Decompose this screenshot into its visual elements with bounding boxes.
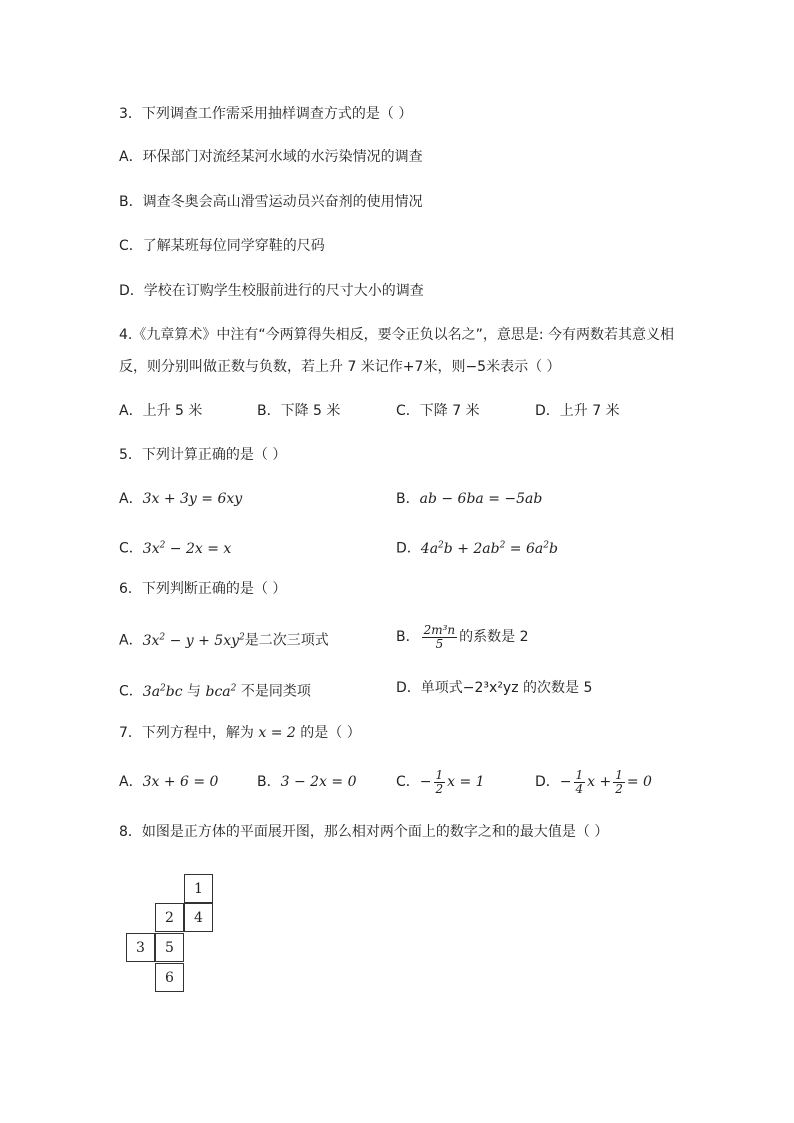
q6-b-numerator: 2m³n bbox=[423, 622, 456, 637]
q7-d-numerator-1: 1 bbox=[575, 767, 584, 782]
q4-option-c: C．下降 7 米 bbox=[396, 403, 480, 419]
q5-d-t2: b + 2ab bbox=[443, 540, 500, 557]
q5-d-label: D． bbox=[396, 540, 421, 557]
q8-stem: 8．如图是正方体的平面展开图，那么相对两个面上的数字之和的最大值是（ ） bbox=[119, 824, 609, 840]
q6-option-d: D．单项式−2³x²yz 的次数是 5 bbox=[396, 680, 593, 696]
q6-c-label: C． bbox=[119, 683, 143, 700]
q7-d-fraction-2 bbox=[613, 769, 625, 796]
q4-stem-line2: 反，则分别叫做正数与负数，若上升 7 米记作+7米，则−5米表示（ ） bbox=[119, 359, 561, 375]
q4-stem-line1: 4.《九章算术》中注有“今两算得失相反，要令正负以名之”，意思是: 今有两数若其意义相 bbox=[119, 327, 675, 343]
q6-c-e3: 2 bbox=[230, 683, 237, 693]
q5-option-b bbox=[396, 489, 542, 509]
q6-c-e1: 2 bbox=[160, 683, 166, 693]
q6-a-suffix: 是二次三项式 bbox=[244, 632, 329, 649]
q6-a-e2: 2 bbox=[239, 632, 245, 642]
q7-c-denominator: 2 bbox=[435, 781, 444, 796]
q3-option-a: A．环保部门对流经某河水域的水污染情况的调查 bbox=[119, 149, 423, 165]
q5-d-e2: 2 bbox=[499, 540, 506, 550]
q7-stem-post: 的是（ ） bbox=[295, 725, 361, 741]
cube-face-5: 5 bbox=[155, 933, 184, 962]
q7-d-pre: − bbox=[559, 774, 572, 790]
q6-c-t3: bca bbox=[205, 683, 231, 700]
q6-b-suffix: 的系数是 2 bbox=[459, 629, 529, 645]
cube-face-1: 1 bbox=[184, 874, 213, 903]
q7-d-denominator-2: 2 bbox=[615, 781, 623, 796]
q5-b-label: B． bbox=[396, 491, 420, 507]
q6-c-mid: 与 bbox=[182, 683, 206, 700]
q5-d-e3: 2 bbox=[543, 540, 549, 550]
q7-c-numerator: 1 bbox=[435, 767, 444, 782]
q7-option-a bbox=[119, 772, 218, 792]
q7-b-label: B． bbox=[257, 774, 281, 790]
q5-d-t1: 4a bbox=[420, 540, 439, 557]
q7-a-expr: 3x + 6 = 0 bbox=[142, 774, 219, 790]
q5-option-d bbox=[396, 535, 558, 559]
q7-d-fraction-1 bbox=[574, 769, 586, 796]
q6-c-t2: bc bbox=[165, 683, 183, 700]
q5-c-term1: 3x bbox=[142, 540, 160, 557]
q4-option-b: B．下降 5 米 bbox=[257, 403, 341, 419]
q6-a-t1: 3x bbox=[142, 632, 160, 649]
q5-option-a bbox=[119, 489, 242, 509]
q6-c-suffix: 不是同类项 bbox=[236, 683, 311, 700]
q7-stem-pre: 7．下列方程中，解为 bbox=[119, 725, 259, 741]
q5-a-expr: 3x + 3y = 6xy bbox=[142, 491, 243, 507]
q6-stem: 6．下列判断正确的是（ ） bbox=[119, 581, 287, 597]
q5-c-label: C． bbox=[119, 540, 143, 557]
q6-option-b bbox=[396, 620, 529, 654]
q6-a-e1: 2 bbox=[159, 632, 166, 642]
q7-option-d bbox=[535, 764, 652, 800]
q7-d-label: D． bbox=[535, 774, 560, 790]
q7-stem-math: x = 2 bbox=[258, 725, 296, 741]
q7-d-mid: x + bbox=[587, 774, 612, 790]
q7-c-pre: − bbox=[419, 774, 432, 790]
q7-stem bbox=[119, 723, 361, 743]
q4-option-a: A．上升 5 米 bbox=[119, 403, 203, 419]
q5-c-term2: − 2x = x bbox=[165, 540, 232, 557]
q7-d-post: = 0 bbox=[626, 774, 652, 790]
q7-d-denominator-1: 4 bbox=[575, 781, 584, 796]
q7-a-label: A． bbox=[119, 774, 143, 790]
q7-c-fraction bbox=[434, 769, 446, 796]
q4-option-d: D．上升 7 米 bbox=[535, 403, 620, 419]
q7-option-b bbox=[257, 772, 357, 792]
q5-d-e1: 2 bbox=[438, 540, 444, 550]
q7-option-c bbox=[396, 764, 485, 800]
q6-c-t1: 3a bbox=[142, 683, 161, 700]
cube-face-3: 3 bbox=[126, 933, 155, 962]
q5-stem: 5．下列计算正确的是（ ） bbox=[119, 447, 287, 463]
q6-b-fraction bbox=[422, 624, 458, 651]
q5-d-t4: b bbox=[548, 540, 558, 557]
cube-face-6: 6 bbox=[155, 963, 184, 992]
q6-b-label: B． bbox=[396, 629, 420, 645]
q6-b-denominator: 5 bbox=[435, 636, 444, 651]
q5-a-label: A． bbox=[119, 491, 143, 507]
q7-c-post: x = 1 bbox=[447, 774, 485, 790]
q6-a-t2: − y + 5xy bbox=[165, 632, 240, 649]
q6-a-label: A． bbox=[119, 632, 143, 649]
q6-option-a bbox=[119, 627, 329, 651]
q3-stem: 3．下列调查工作需采用抽样调查方式的是（ ） bbox=[119, 106, 413, 122]
q7-d-numerator-2: 1 bbox=[615, 767, 623, 782]
q5-b-expr: ab − 6ba = −5ab bbox=[419, 491, 543, 507]
q3-option-b: B．调查冬奥会高山滑雪运动员兴奋剂的使用情况 bbox=[119, 194, 423, 210]
q3-option-d: D．学校在订购学生校服前进行的尺寸大小的调查 bbox=[119, 283, 424, 299]
cube-face-2: 2 bbox=[155, 903, 184, 932]
q7-b-expr: 3 − 2x = 0 bbox=[280, 774, 357, 790]
q3-option-c: C．了解某班每位同学穿鞋的尺码 bbox=[119, 238, 325, 254]
cube-face-4: 4 bbox=[184, 903, 213, 932]
q6-option-c bbox=[119, 678, 311, 702]
q5-option-c bbox=[119, 535, 231, 559]
q5-d-t3: = 6a bbox=[505, 540, 544, 557]
q5-c-exp: 2 bbox=[159, 540, 166, 550]
q7-c-label: C． bbox=[396, 774, 420, 790]
